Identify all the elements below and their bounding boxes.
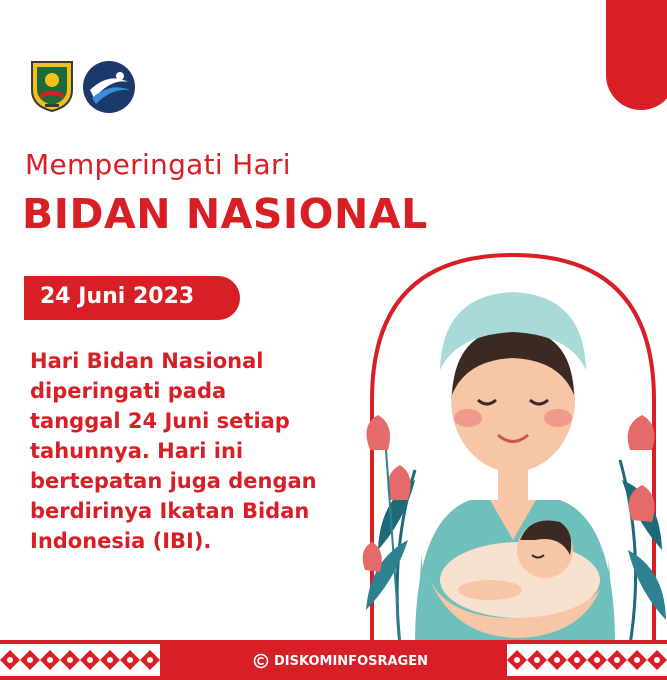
body-line: diperingati pada: [30, 379, 227, 403]
kominfo-logo: [82, 60, 136, 114]
midwife-illustration: [360, 250, 667, 645]
decorative-red-pill: [606, 0, 667, 110]
footer-brand-text: DISKOMINFOSRAGEN: [274, 653, 428, 669]
copyright-icon: [253, 653, 269, 669]
body-text: [30, 346, 370, 556]
songket-pattern-right: [507, 640, 667, 680]
body-line: Hari Bidan Nasional: [30, 349, 264, 373]
right-flowers: [620, 415, 666, 645]
footer-brand: [253, 651, 428, 671]
body-line: tahunnya. Hari ini: [30, 439, 244, 463]
songket-pattern-left: [0, 640, 160, 680]
body-line: Indonesia (IBI).: [30, 529, 212, 553]
body-line: bertepatan juga dengan: [30, 469, 317, 493]
subtitle: Memperingati Hari: [25, 148, 291, 181]
body-line: berdirinya Ikatan Bidan: [30, 499, 310, 523]
page-title: BIDAN NASIONAL: [22, 190, 428, 238]
body-line: tanggal 24 Juni setiap: [30, 409, 290, 433]
date-label: 24 Juni 2023: [40, 284, 195, 309]
regency-shield-logo: [30, 60, 74, 112]
